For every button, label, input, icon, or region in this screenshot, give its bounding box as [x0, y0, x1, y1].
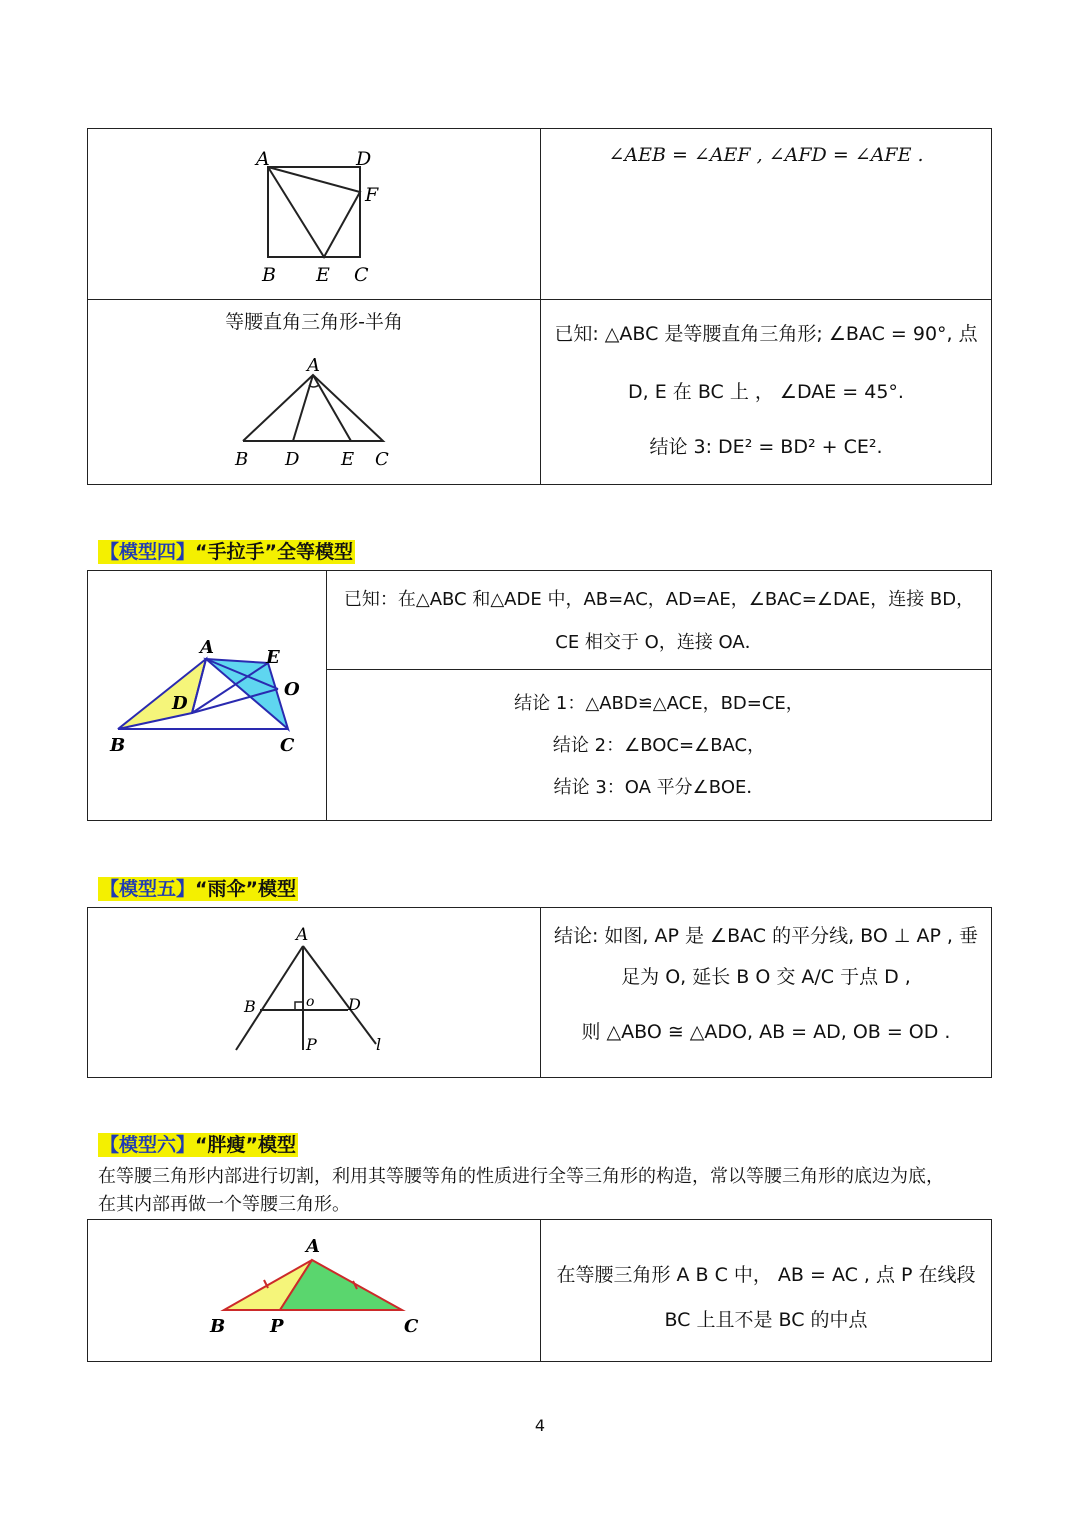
model5-line1: 结论: 如图, AP 是 ∠BAC 的平分线, BO ⊥ AP , 垂	[553, 925, 979, 947]
label-p: P	[306, 1035, 317, 1054]
label-o: O	[284, 679, 300, 700]
square-figure	[248, 147, 388, 287]
label-a: A	[296, 925, 309, 945]
label-b: B	[110, 735, 126, 756]
label-a: A	[200, 637, 214, 658]
table-top	[87, 128, 992, 485]
label-c: C	[280, 735, 295, 756]
model4-conclusion-2: 结论 2：∠BOC=∠BAC，	[552, 735, 766, 756]
model5-line2: 足为 O, 延长 B O 交 A/C 于点 D ,	[621, 966, 911, 988]
model4-bracket: 【模型四】	[100, 541, 196, 563]
label-f: F	[365, 184, 379, 206]
row2-given-line1: 已知: △ABC 是等腰直角三角形; ∠BAC = 90°, 点	[554, 323, 978, 345]
model4-conclusion-1: 结论 1：△ABD≌△ACE，BD=CE，	[514, 693, 804, 714]
row2-title: 等腰直角三角形-半角	[225, 311, 403, 333]
label-c: C	[354, 264, 369, 286]
model6-description	[98, 1163, 992, 1219]
model5-line3: 则 △ABO ≅ △ADO, AB = AD, OB = OD .	[581, 1021, 951, 1043]
page-number: 4	[534, 1416, 546, 1435]
model6-desc-line1: 在等腰三角形内部进行切割，利用其等腰等角的性质进行全等三角形的构造，常以等腰三角形的底边为底，	[98, 1166, 944, 1187]
label-e: E	[341, 449, 355, 470]
label-b: B	[210, 1316, 226, 1337]
table-model5	[87, 907, 992, 1078]
label-e: E	[316, 264, 330, 286]
label-a: A	[306, 1236, 320, 1257]
label-b: B	[262, 264, 276, 286]
table-model6	[87, 1219, 992, 1362]
label-d: D	[285, 449, 300, 470]
model4-given-line1: 已知：在△ABC 和△ADE 中，AB=AC，AD=AE，∠BAC=∠DAE，连接 BD，	[343, 589, 975, 610]
model6-bracket: 【模型六】	[100, 1134, 196, 1156]
model4-title: “手拉手”全等模型	[195, 541, 353, 563]
table-model4	[87, 570, 992, 821]
label-b: B	[235, 449, 249, 470]
model6-title: “胖瘦”模型	[195, 1134, 296, 1156]
label-b: B	[244, 997, 256, 1016]
hand-in-hand-figure	[106, 631, 316, 756]
model6-desc-line2: 在其内部再做一个等腰三角形。	[98, 1194, 350, 1215]
label-o: o	[306, 994, 315, 1010]
label-d: D	[172, 693, 188, 714]
umbrella-figure	[228, 926, 398, 1066]
label-l: l	[376, 1035, 382, 1054]
model4-conclusion-3: 结论 3：OA 平分∠BOE．	[553, 777, 765, 798]
row1-conclusion: ∠AEB = ∠AEF , ∠AFD = ∠AFE .	[608, 144, 924, 166]
model5-bracket: 【模型五】	[100, 878, 196, 900]
label-e: E	[266, 647, 280, 668]
model5-title: “雨伞”模型	[195, 878, 296, 900]
row2-given-line2: D, E 在 BC 上 ， ∠DAE = 45°.	[628, 381, 904, 403]
model6-heading	[98, 1130, 298, 1157]
row2-conclusion: 结论 3: DE² = BD² + CE².	[649, 436, 883, 458]
right-isosceles-figure	[233, 355, 393, 470]
model5-heading	[98, 874, 298, 901]
label-d: D	[356, 148, 372, 170]
model6-line1: 在等腰三角形 A B C 中， AB = AC , 点 P 在线段	[556, 1264, 976, 1286]
label-a: A	[256, 148, 270, 170]
label-d: D	[348, 995, 361, 1014]
model4-given-line2: CE 相交于 O，连接 OA．	[555, 632, 763, 653]
label-c: C	[375, 449, 389, 470]
label-p: P	[270, 1316, 284, 1337]
model4-heading	[98, 537, 355, 564]
fat-thin-figure	[206, 1234, 426, 1344]
model6-line2: BC 上且不是 BC 的中点	[664, 1309, 868, 1331]
label-c: C	[404, 1316, 419, 1337]
label-a: A	[307, 355, 320, 376]
